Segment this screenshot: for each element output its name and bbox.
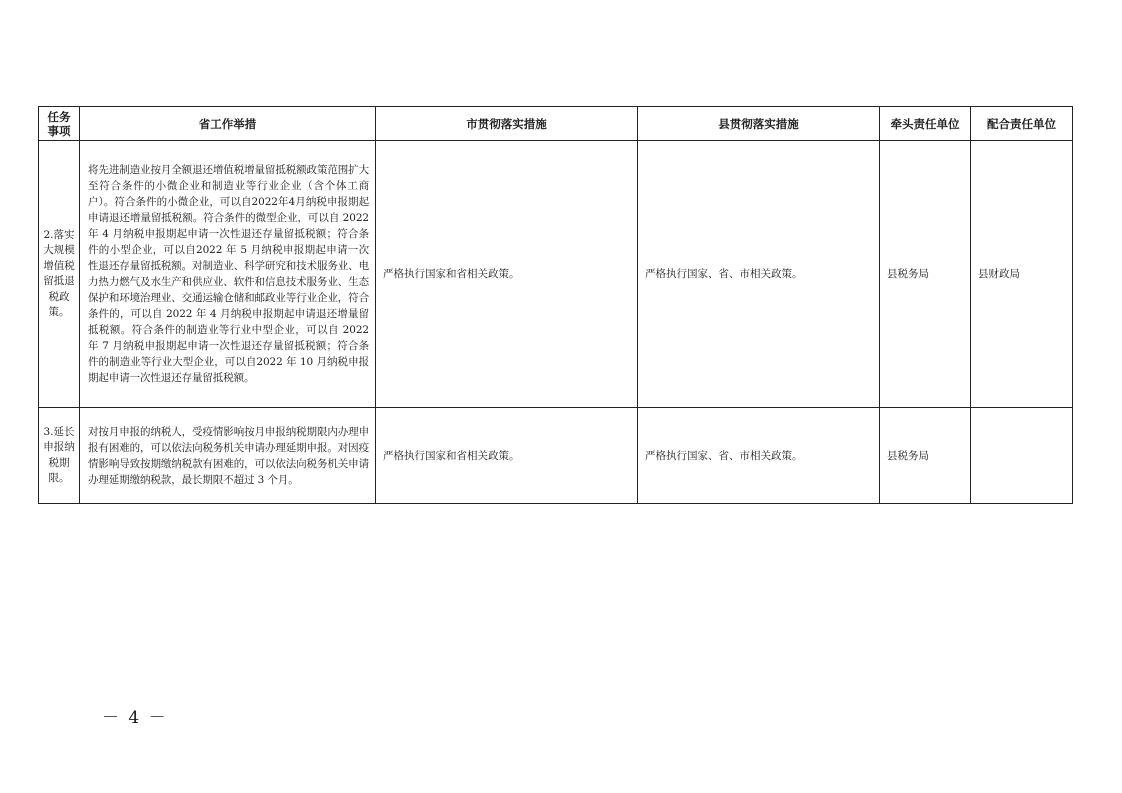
support-unit-cell: 县财政局 [971, 141, 1073, 408]
table-row [39, 408, 1073, 504]
header-task: 任务事项 [39, 107, 80, 141]
table-header-row [39, 107, 1073, 141]
lead-unit-cell: 县税务局 [880, 141, 971, 408]
table-row [39, 141, 1073, 408]
support-unit-cell [971, 408, 1073, 504]
county-measure-cell: 严格执行国家、省、市相关政策。 [638, 408, 880, 504]
header-support-unit: 配合责任单位 [971, 107, 1073, 141]
page-number: － 4 － [102, 708, 168, 728]
provincial-measure-cell: 将先进制造业按月全额退还增值税增量留抵税额政策范围扩大至符合条件的小微企业和制造业等行业企业（含个体工商户）。符合条件的小微企业，可以自2022年4月纳税申报期起申请退还增量留抵税额。符合条件的微型企业，可以自 2022 年 4 月纳税申报期起申请一次性退还存量留抵税额；符合条件的小型企业，可以自2022 年 5 月纳税申报期起申请一次性退还存量留抵税额。对制造业、科学研究和技术服务业、电力热力燃气及水生产和供应业、软件和信息技术服务业、生态保护和环境治理业、交通运输仓储和邮政业等行业企业，符合条件的，可以自 2022 年 4 月纳税申报期起申请退还增量留抵税额。符合条件的制造业等行业中型企业，可以自 2022 年 7 月纳税申报期起申请一次性退还存量留抵税额；符合条件的制造业等行业大型企业，可以自2022 年 10 月纳税申报期起申请一次性退还存量留抵税额。 [80, 141, 376, 408]
header-lead-unit: 牵头责任单位 [880, 107, 971, 141]
city-measure-cell: 严格执行国家和省相关政策。 [376, 408, 638, 504]
task-cell: 3.延长申报纳税期限。 [39, 408, 80, 504]
header-county-measures: 县贯彻落实措施 [638, 107, 880, 141]
header-city-measures: 市贯彻落实措施 [376, 107, 638, 141]
city-measure-cell: 严格执行国家和省相关政策。 [376, 141, 638, 408]
provincial-measure-cell: 对按月申报的纳税人，受疫情影响按月申报纳税期限内办理申报有困难的，可以依法向税务机关申请办理延期申报。对因疫情影响导致按期缴纳税款有困难的，可以依法向税务机关申请办理延期缴纳税款，最长期限不超过 3 个月。 [80, 408, 376, 504]
header-provincial-measures: 省工作举措 [80, 107, 376, 141]
policy-table [38, 106, 1073, 504]
county-measure-cell: 严格执行国家、省、市相关政策。 [638, 141, 880, 408]
task-cell: 2.落实大规模增值税留抵退税政策。 [39, 141, 80, 408]
lead-unit-cell: 县税务局 [880, 408, 971, 504]
